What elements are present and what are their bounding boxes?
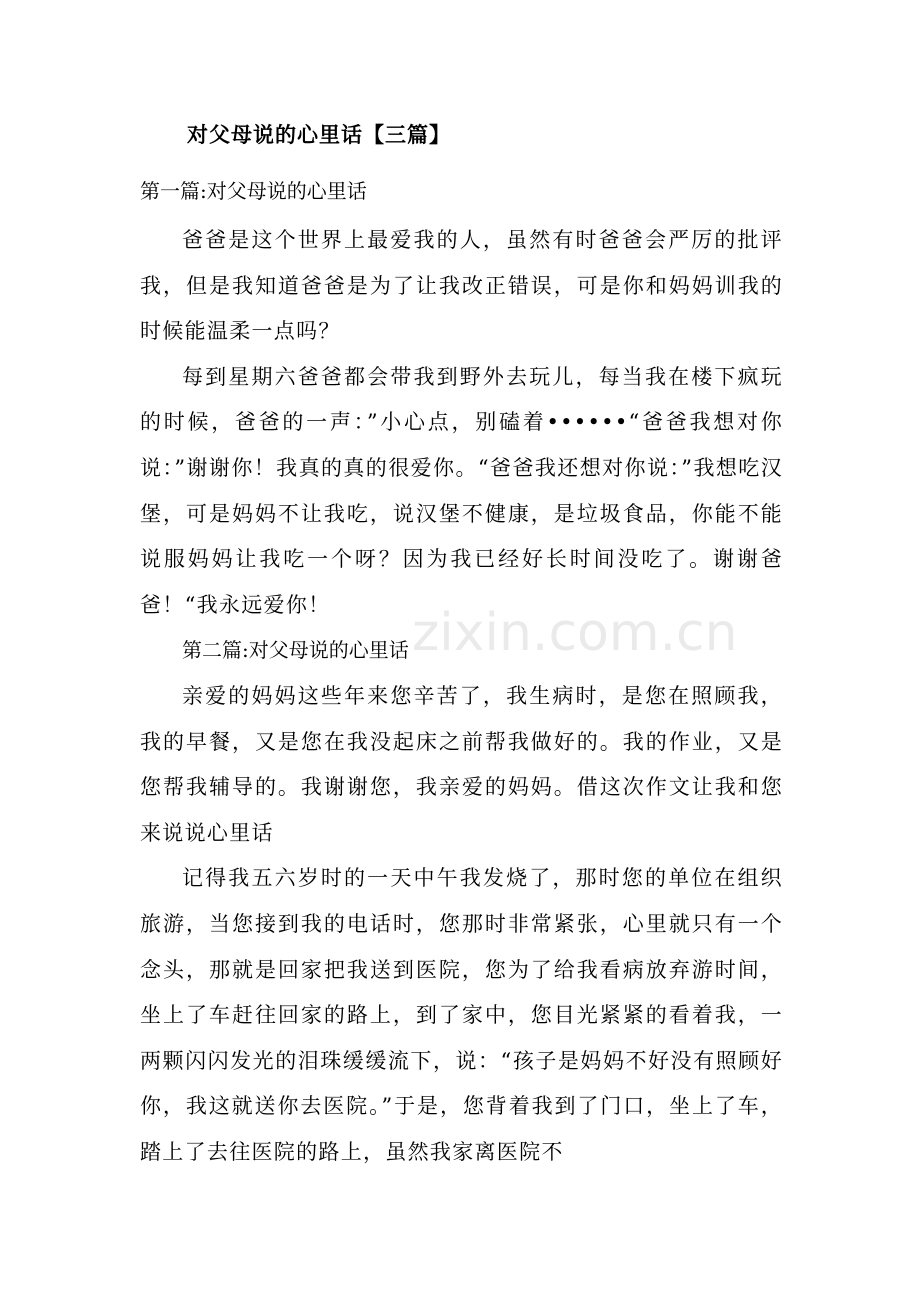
document-title: 对父母说的心里话【三篇】	[187, 123, 451, 147]
section-2-paragraph: 亲爱的妈妈这些年来您辛苦了，我生病时，是您在照顾我，我的早餐，又是您在我没起床之前帮我做好的。我的作业，又是您帮我辅导的。我谢谢您，我亲爱的妈妈。借这次作文让我和您来说说心里话	[140, 683, 783, 845]
section-2-paragraph: 记得我五六岁时的一天中午我发烧了，那时您的单位在组织旅游，当您接到我的电话时，您那时非常紧张，心里就只有一个念头，那就是回家把我送到医院，您为了给我看病放弃游时间，坐上了车赶往回家的路上，到了家中，您目光紧紧的看着我，一两颗闪闪发光的泪珠缓缓流下，说：“孩子是妈妈不好没有照顾好你，我这就送你去医院。”于是，您背着我到了门口，坐上了车，踏上了去往医院的路上，虽然我家离医院不	[140, 866, 783, 1164]
section-2-heading: 第二篇:对父母说的心里话	[182, 638, 409, 663]
section-1-paragraph: 每到星期六爸爸都会带我到野外去玩儿，每当我在楼下疯玩的时候，爸爸的一声：”小心点，别磕着••••••“爸爸我想对你说：”谢谢你！我真的真的很爱你。“爸爸我还想对你说：”我想吃汉堡，可是妈妈不让我吃，说汉堡不健康，是垃圾食品，你能不能说服妈妈让我吃一个呀？因为我已经好长时间没吃了。谢谢爸爸！“我永远爱你！	[140, 364, 783, 617]
watermark: zixin.com.cn	[412, 603, 738, 663]
document-body	[140, 218, 783, 1175]
section-1-paragraph: 爸爸是这个世界上最爱我的人，虽然有时爸爸会严厉的批评我，但是我知道爸爸是为了让我改正错误，可是你和妈妈训我的时候能温柔一点吗？	[140, 228, 783, 344]
section-1-heading: 第一篇:对父母说的心里话	[140, 179, 367, 203]
